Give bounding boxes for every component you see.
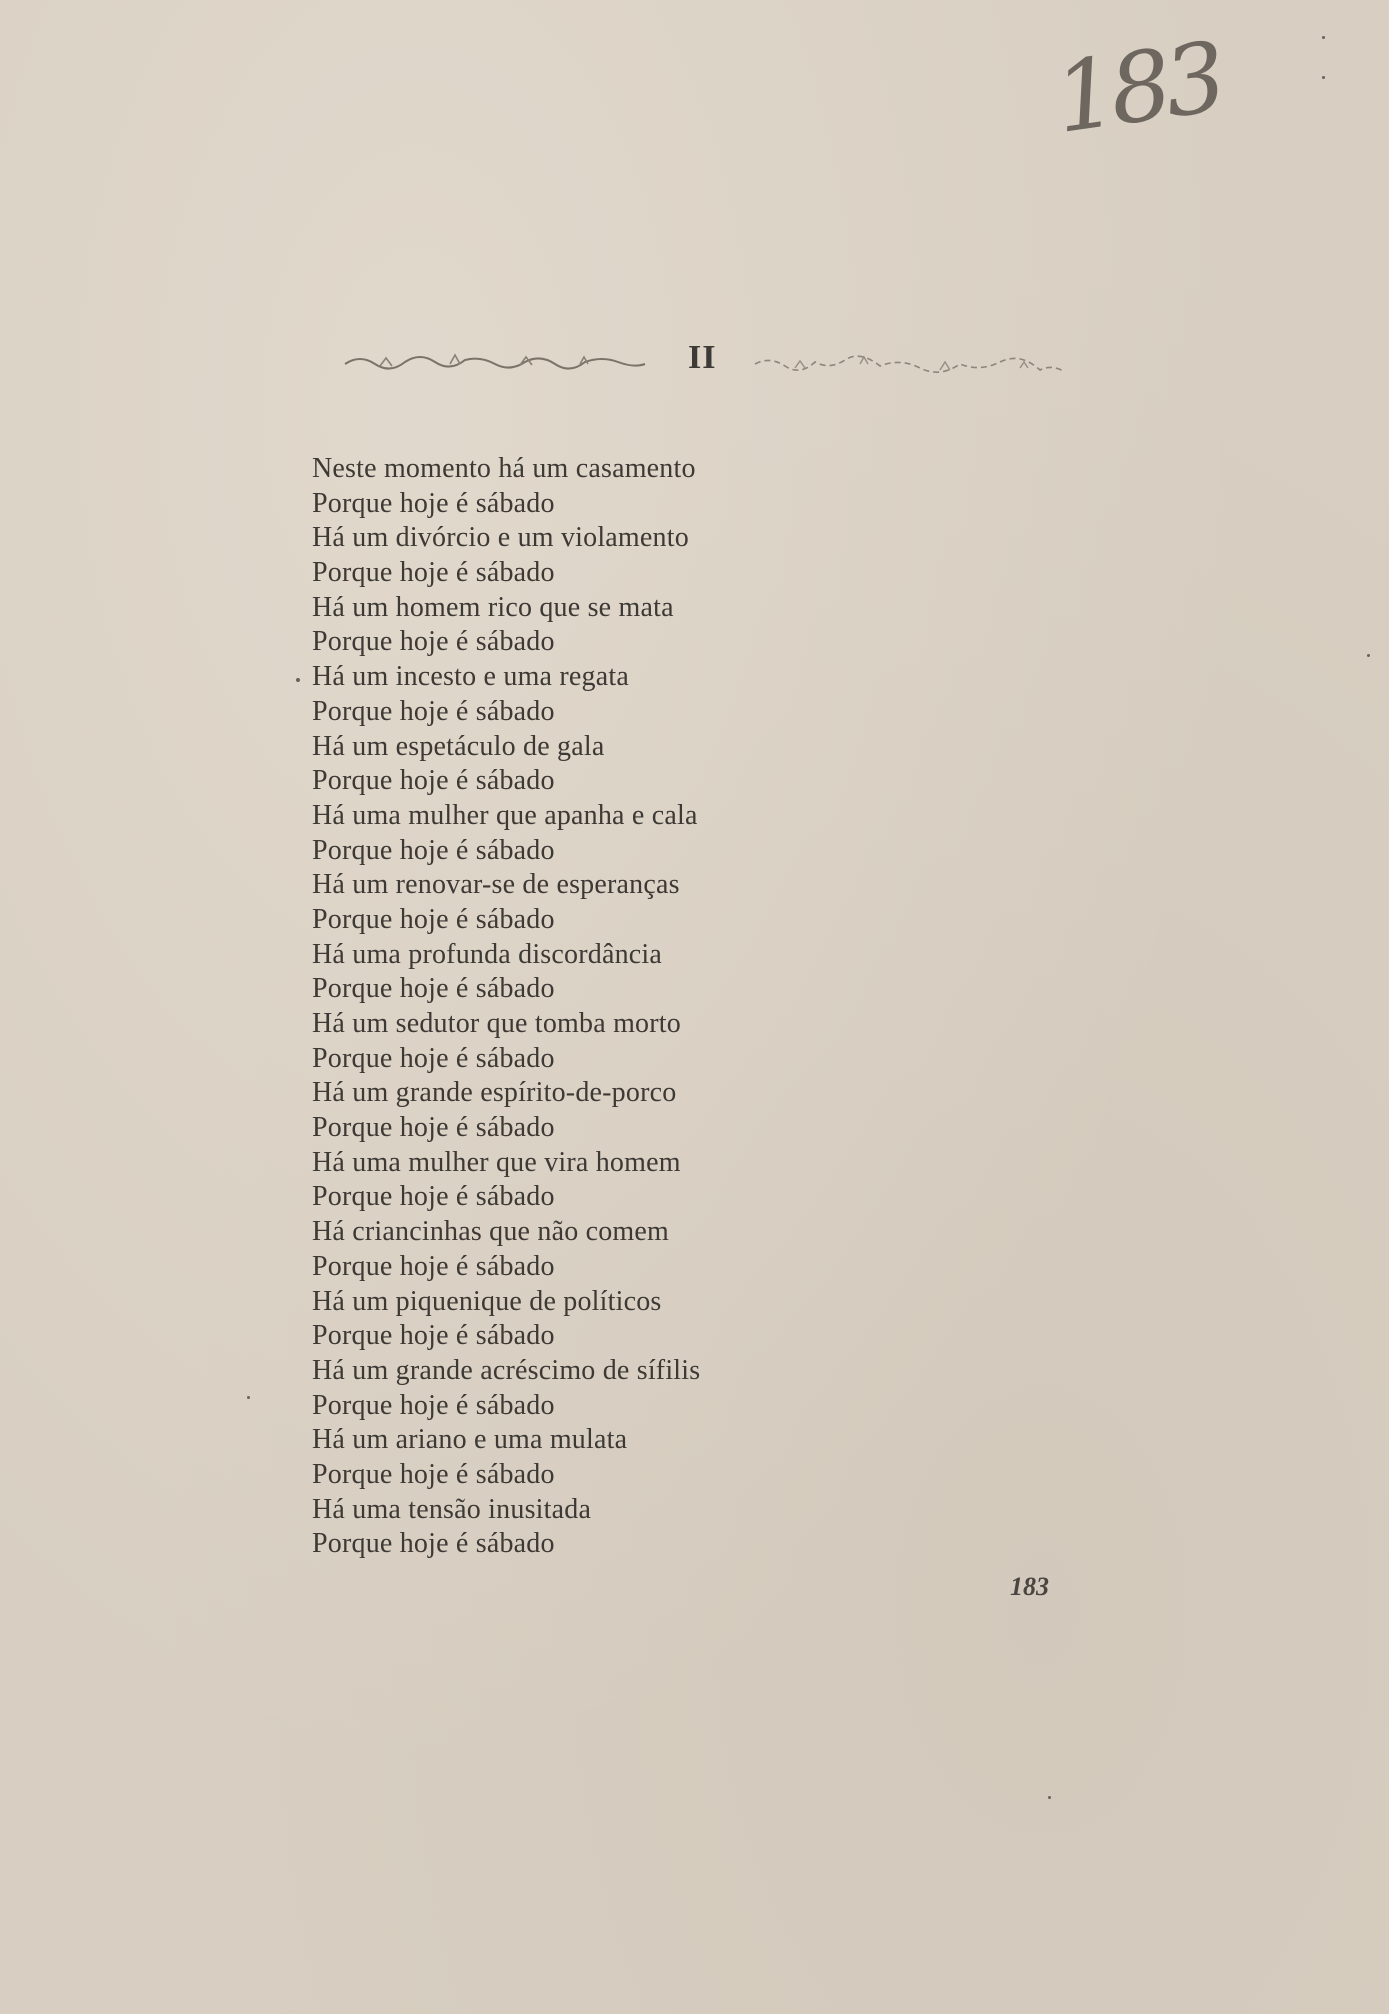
poem-line: Há uma mulher que apanha e cala	[312, 799, 698, 831]
poem-line: Porque hoje é sábado	[312, 1181, 555, 1213]
poem-line: Porque hoje é sábado	[312, 626, 555, 658]
poem-line: Há um grande espírito-de-porco	[312, 1077, 677, 1109]
poem-line: Porque hoje é sábado	[312, 487, 555, 519]
poem-line: Porque hoje é sábado	[312, 765, 555, 797]
poem-line: Há um piquenique de políticos	[312, 1285, 662, 1317]
printed-page-number: 183	[1010, 1572, 1049, 1601]
poem-line: Há uma mulher que vira homem	[312, 1146, 681, 1178]
poem-line: Há um renovar-se de esperanças	[312, 869, 680, 901]
paper-speck	[247, 1396, 250, 1399]
poem-line: Há um ariano e uma mulata	[312, 1424, 628, 1456]
paper-speck	[1322, 76, 1325, 79]
handwritten-page-number: 183	[1048, 21, 1228, 155]
poem-line: Porque hoje é sábado	[312, 903, 555, 935]
poem-line: Porque hoje é sábado	[312, 1112, 555, 1144]
poem-line: Há um divórcio e um violamento	[312, 522, 689, 554]
poem-line: Há uma profunda discordância	[312, 938, 663, 970]
paper-speck	[1322, 36, 1325, 39]
poem-line: Porque hoje é sábado	[312, 1320, 555, 1352]
poem-line: Porque hoje é sábado	[312, 1389, 555, 1421]
poem-line: Porque hoje é sábado	[312, 834, 555, 866]
poem-line: Porque hoje é sábado	[312, 695, 555, 727]
poem-line: Porque hoje é sábado	[312, 973, 555, 1005]
poem-line: Porque hoje é sábado	[312, 1458, 555, 1490]
paper-speck	[296, 678, 300, 682]
poem-line: Há um sedutor que tomba morto	[312, 1008, 681, 1039]
poem-line: Há um espetáculo de gala	[312, 730, 605, 762]
poem-line: Neste momento há um casamento	[312, 453, 696, 484]
paper-speck	[1367, 654, 1370, 657]
poem-line: Há uma tensão inusitada	[312, 1493, 592, 1525]
poem-line: Há um grande acréscimo de sífilis	[312, 1354, 701, 1386]
poem-line: Há criancinhas que não comem	[312, 1216, 670, 1248]
poem-line: Há um homem rico que se mata	[312, 591, 674, 623]
poem-line: Porque hoje é sábado	[312, 1042, 555, 1074]
poem-line: Porque hoje é sábado	[312, 1528, 555, 1560]
section-numeral: II	[688, 339, 717, 376]
poem-line: Porque hoje é sábado	[312, 1250, 555, 1282]
poem-line: Porque hoje é sábado	[312, 557, 555, 589]
paper-speck	[1048, 1796, 1051, 1799]
poem-body	[312, 452, 872, 1562]
poem-line: Há um incesto e uma regata	[312, 661, 629, 693]
